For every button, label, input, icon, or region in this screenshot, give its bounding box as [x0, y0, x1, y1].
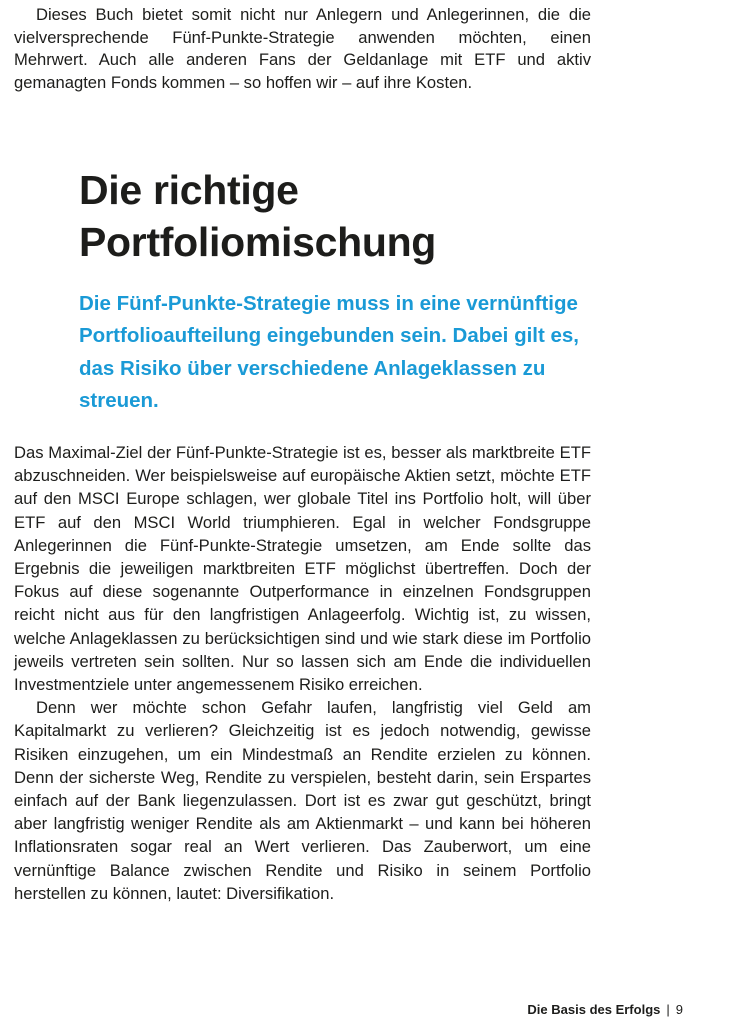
page-footer [527, 1001, 683, 1019]
lead-paragraph: Die Fünf-Punkte-Strategie muss in eine vernünftige Portfolioaufteilung eingebunden sein. Dabei gilt es, das Risiko über verschiedene Anlageklassen zu streuen. [79, 292, 580, 412]
footer-section-title: Die Basis des Erfolgs [527, 1002, 661, 1017]
body-paragraph-2: Denn wer möchte schon Gefahr laufen, langfristig viel Geld am Kapitalmarkt zu verlieren? Gleichzeitig ist es jedoch notwendig, gewisse Risiken einzugehen, um ein Mindestmaß an Rendite erzielen zu können. Denn der sicherste Weg, Rendite zu verspielen, besteht darin, sein Erspartes einfach auf der Bank liegenzulassen. Dort ist es zwar gut geschützt, bringt aber langfristig weniger Rendite als am Aktienmarkt – und kann bei höheren Inflationsraten sogar real an Wert verlieren. Das Zauberwort, um eine vernünftige Balance zwischen Rendite und Risiko in seinem Portfolio herstellen zu können, lautet: Diversifikation. [14, 698, 591, 903]
chapter-heading-line-2: Portfoliomischung [79, 219, 437, 265]
page-number: 9 [675, 1002, 683, 1017]
footer-separator: | [666, 1002, 670, 1017]
chapter-heading-line-1: Die richtige [79, 167, 299, 213]
intro-paragraph: Dieses Buch bietet somit nicht nur Anlegern und Anlegerinnen, die die vielversprechende Fünf-Punkte-Strategie anwenden möchten, einen Mehrwert. Auch alle anderen Fans der Geldanlage mit ETF und aktiv gemanagten Fonds kommen – so hoffen wir – auf ihre Kosten. [14, 5, 591, 93]
chapter-heading [79, 164, 679, 268]
body-paragraph-1: Das Maximal-Ziel der Fünf-Punkte-Strategie ist es, besser als marktbreite ETF abzuschneiden. Wer beispielsweise auf europäische Aktien setzt, möchte ETF auf den MSCI Europe schlagen, wer globale Titel ins Portfolio holt, will über ETF auf den MSCI World triumphieren. Egal in welcher Fondsgruppe Anlegerinnen die Fünf-Punkte-Strategie umsetzen, am Ende sollte das Ergebnis die jeweiligen marktbreiten ETF möglichst übertreffen. Doch der Fokus auf diese sogenannte Outperformance in einzelnen Fondsgruppen reicht nicht aus für den langfristigen Anlageerfolg. Wichtig ist, zu wissen, welche Anlageklassen zu berücksichtigen sind und wie stark diese im Portfolio jeweils vertreten sein sollten. Nur so lassen sich am Ende die individuellen Investmentziele unter angemessenem Risiko erreichen. [14, 443, 591, 695]
body-text [14, 441, 591, 905]
